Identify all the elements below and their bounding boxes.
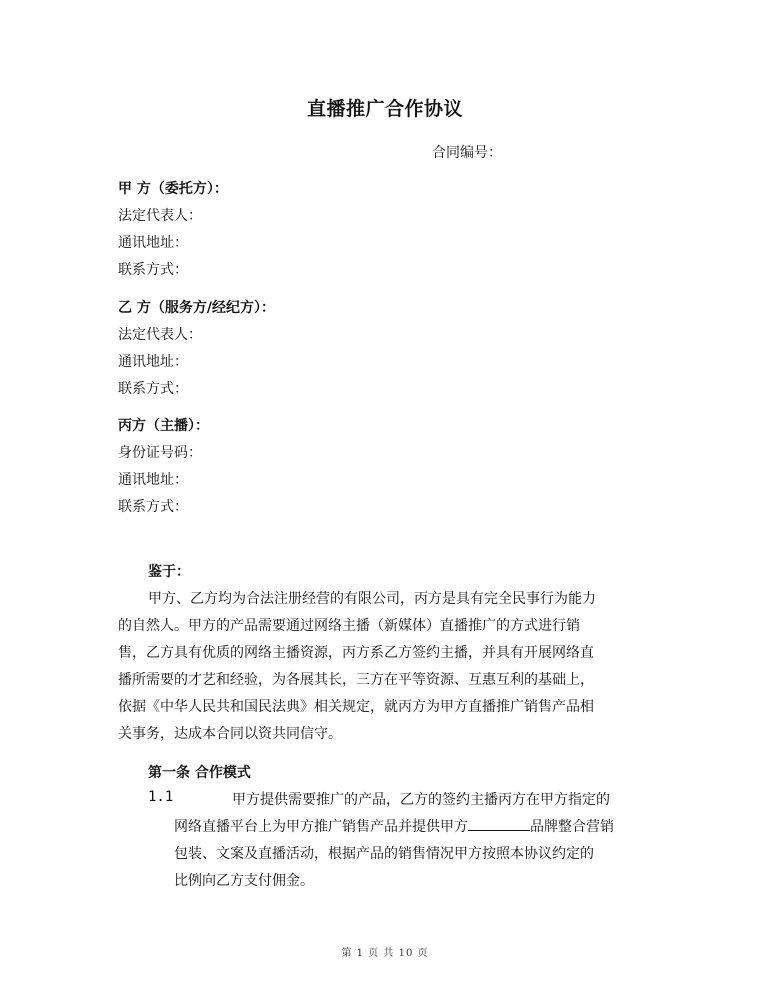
party-a-contact: 联系方式： (118, 262, 188, 278)
party-b-legal-rep: 法定代表人： (118, 327, 202, 343)
contract-number-label: 合同编号： (432, 145, 502, 161)
party-c-id-number: 身份证号码： (118, 445, 202, 461)
party-a-heading: 甲 方（委托方）： (118, 181, 228, 197)
preamble-line: 售，乙方具有优质的网络主播资源，丙方系乙方签约主播，并具有开展网络直 (118, 645, 594, 661)
clause-1-1-line: 甲方提供需要推广的产品，乙方的签约主播丙方在甲方指定的 (232, 792, 610, 808)
party-a-legal-rep: 法定代表人： (118, 208, 202, 224)
party-c-heading: 丙方（主播）： (118, 418, 209, 434)
clause-number: 1.1 (148, 789, 174, 805)
preamble-line: 甲方、乙方均为合法注册经营的有限公司，丙方是具有完全民事行为能力 (148, 591, 596, 607)
document-title: 直播推广合作协议 (306, 98, 463, 120)
brand-blank-field[interactable] (468, 816, 530, 831)
party-c-contact: 联系方式： (118, 499, 188, 515)
party-b-address: 通讯地址： (118, 354, 188, 370)
clause-1-1-line: 包装、文案及直播活动，根据产品的销售情况甲方按照本协议约定的 (174, 846, 594, 862)
preamble-line: 的自然人。甲方的产品需要通过网络主播（新媒体）直播推广的方式进行销 (118, 618, 580, 634)
article-1-heading: 第一条 合作模式 (148, 765, 251, 781)
clause-text: 网络直播平台上为甲方推广销售产品并提供甲方 (174, 819, 468, 835)
clause-1-1-line (174, 816, 614, 836)
page-footer: 第 1 页 共 10 页 (341, 948, 429, 959)
clause-text: 品牌整合营销 (530, 819, 614, 835)
clause-1-1-line: 比例向乙方支付佣金。 (174, 873, 314, 889)
party-a-address: 通讯地址： (118, 235, 188, 251)
party-c-address: 通讯地址： (118, 472, 188, 488)
preamble-line: 依据《中华人民共和国民法典》相关规定，就丙方为甲方直播推广销售产品相 (118, 699, 594, 715)
preamble-line: 关事务，达成本合同以资共同信守。 (118, 726, 342, 742)
preamble-label: 鉴于： (148, 564, 190, 580)
party-b-heading: 乙 方（服务方/经纪方）： (118, 300, 275, 316)
party-b-contact: 联系方式： (118, 381, 188, 397)
preamble-line: 播所需要的才艺和经验，为各展其长，三方在平等资源、互惠互利的基础上， (118, 672, 594, 688)
